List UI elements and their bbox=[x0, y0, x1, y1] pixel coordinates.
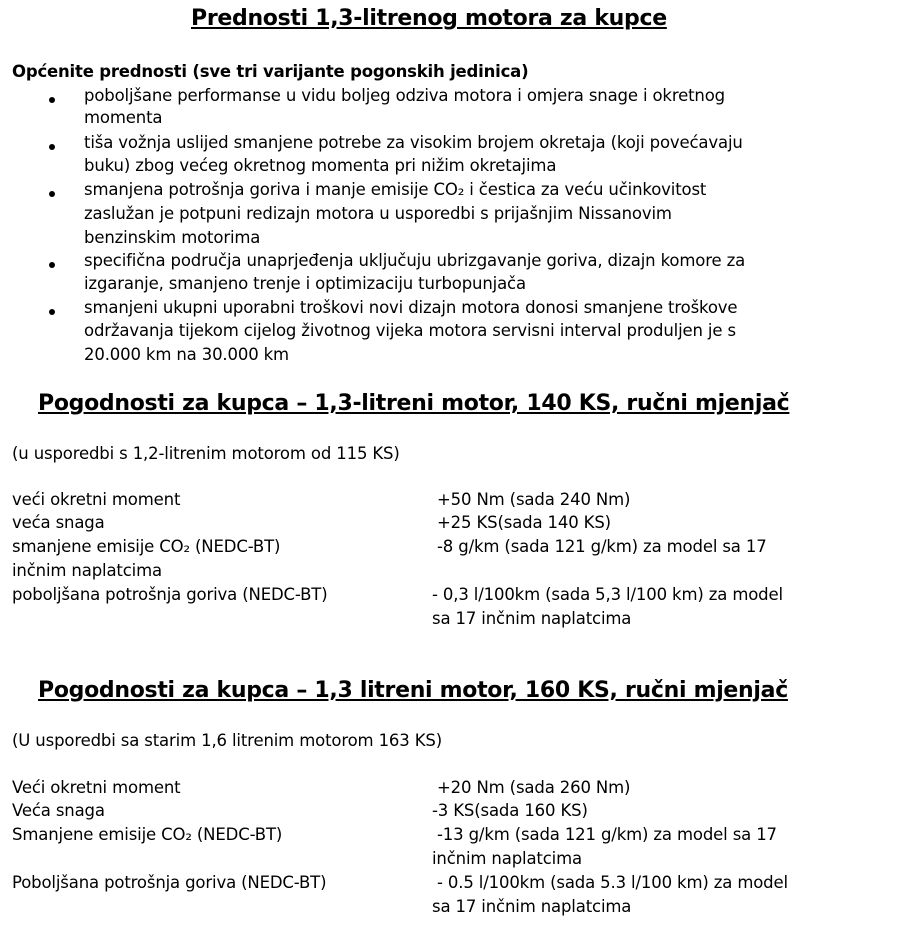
bullet-line: 20.000 km na 30.000 km bbox=[84, 345, 289, 364]
spec-label-cont: inčnim naplatcima bbox=[12, 561, 162, 580]
bullet-line: tiša vožnja uslijed smanjene potrebe za visokim brojem okretaja (koji povećavaju bbox=[84, 133, 743, 152]
bullet-line: smanjeni ukupni uporabni troškovi novi dizajn motora donosi smanjene troškove bbox=[84, 298, 738, 317]
spec-label: veći okretni moment bbox=[12, 490, 181, 509]
bullet-line: održavanja tijekom cijelog životnog vijeka motora servisni interval produljen je s bbox=[84, 321, 736, 340]
section-160-comparison: (U usporedbi sa starim 1,6 litrenim motorom 163 KS) bbox=[12, 731, 442, 750]
spec-label: Veća snaga bbox=[12, 801, 105, 820]
spec-value: +50 Nm (sada 240 Nm) bbox=[437, 490, 631, 509]
section-140-comparison: (u usporedbi s 1,2-litrenim motorom od 115 KS) bbox=[12, 444, 400, 463]
bullet-icon bbox=[49, 309, 55, 315]
spec-value-cont: sa 17 inčnim naplatcima bbox=[432, 609, 632, 628]
section-140-title: Pogodnosti za kupca – 1,3-litreni motor, 140 KS, ručni mjenjač bbox=[38, 391, 790, 416]
bullet-line: benzinskim motorima bbox=[84, 228, 261, 247]
spec-label: poboljšana potrošnja goriva (NEDC-BT) bbox=[12, 585, 328, 604]
bullet-icon bbox=[49, 262, 55, 268]
spec-label: veća snaga bbox=[12, 513, 105, 532]
spec-value: +20 Nm (sada 260 Nm) bbox=[437, 778, 631, 797]
bullet-line: poboljšane performanse u vidu boljeg odziva motora i omjera snage i okretnog bbox=[84, 86, 726, 105]
spec-value: - 0.5 l/100km (sada 5.3 l/100 km) za model bbox=[437, 873, 788, 892]
spec-value: -8 g/km (sada 121 g/km) za model sa 17 bbox=[437, 537, 767, 556]
bullet-icon bbox=[49, 191, 55, 197]
spec-label: Veći okretni moment bbox=[12, 778, 181, 797]
spec-value: -13 g/km (sada 121 g/km) za model sa 17 bbox=[437, 825, 777, 844]
bullet-line: zaslužan je potpuni redizajn motora u usporedbi s prijašnjim Nissanovim bbox=[84, 204, 672, 223]
page-title: Prednosti 1,3-litrenog motora za kupce bbox=[191, 6, 667, 31]
spec-label: Smanjene emisije CO₂ (NEDC-BT) bbox=[12, 825, 283, 844]
bullet-line: momenta bbox=[84, 108, 163, 127]
bullet-line: smanjena potrošnja goriva i manje emisije CO₂ i čestica za veću učinkovitost bbox=[84, 180, 707, 199]
spec-label: smanjene emisije CO₂ (NEDC-BT) bbox=[12, 537, 281, 556]
bullet-line: izgaranje, smanjeno trenje i optimizaciju turbopunjača bbox=[84, 274, 526, 293]
bullet-line: specifična područja unaprjeđenja uključuju ubrizgavanje goriva, dizajn komore za bbox=[84, 251, 746, 270]
section-160-title: Pogodnosti za kupca – 1,3 litreni motor, 160 KS, ručni mjenjač bbox=[38, 678, 788, 703]
spec-value: +25 KS(sada 140 KS) bbox=[437, 513, 611, 532]
spec-value: - 0,3 l/100km (sada 5,3 l/100 km) za model bbox=[432, 585, 783, 604]
spec-label: Poboljšana potrošnja goriva (NEDC-BT) bbox=[12, 873, 327, 892]
spec-value-cont: inčnim naplatcima bbox=[432, 849, 582, 868]
bullet-icon bbox=[49, 144, 55, 150]
general-heading: Općenite prednosti (sve tri varijante pogonskih jedinica) bbox=[12, 62, 529, 81]
bullet-icon bbox=[49, 97, 55, 103]
spec-value-cont: sa 17 inčnim naplatcima bbox=[432, 897, 632, 916]
spec-value: -3 KS(sada 160 KS) bbox=[432, 801, 588, 820]
bullet-line: buku) zbog većeg okretnog momenta pri nižim okretajima bbox=[84, 156, 557, 175]
